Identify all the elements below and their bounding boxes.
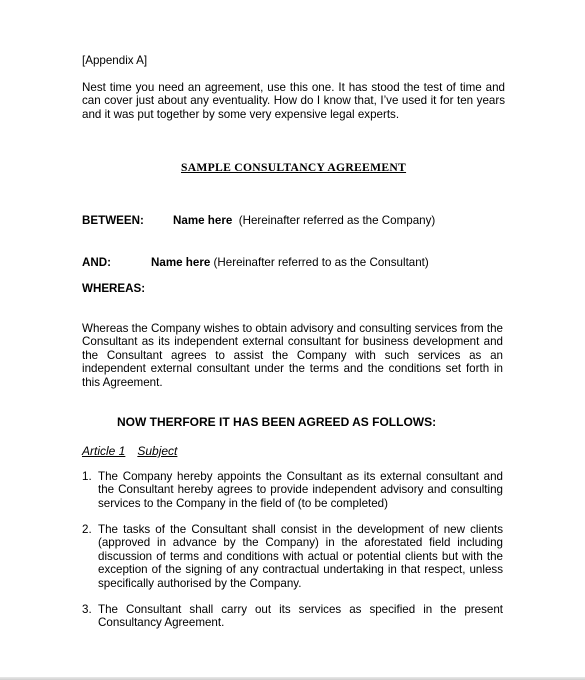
agreed-heading: NOW THERFORE IT HAS BEEN AGREED AS FOLLOWS: [117, 415, 437, 429]
whereas-label: WHEREAS: [82, 282, 146, 295]
article-subject: Subject [137, 444, 178, 458]
between-label: BETWEEN: [82, 214, 144, 227]
list-item-text: The Company hereby appoints the Consultant as its external consultant and the Consultant hereby agrees to provide independent advisory and consulting services to the Company in the field of (to be completed) [98, 470, 503, 510]
party2-description: (Hereinafter referred to as the Consultant) [213, 256, 429, 269]
party1-description: (Hereinafter referred as the Company) [238, 214, 436, 227]
list-item [82, 603, 503, 630]
list-item [82, 523, 503, 590]
list-item-text: The tasks of the Consultant shall consist in the development of new clients (approved in advance by the Company) in the aforestated field including discussion of terms and conditions with actual or potential clients but with the exception of the signing of any contractual undertaking in that respect, unless specifically authorised by the Company. [98, 523, 503, 590]
article-number: Article 1 [82, 444, 126, 458]
intro-paragraph: Nest time you need an agreement, use this one. It has stood the test of time and can cover just about any eventuality. How do I know that, I’ve used it for ten years and it was put together by some very expensive legal experts. [82, 81, 505, 121]
party1-line [173, 214, 435, 227]
appendix-label: [Appendix A] [82, 54, 148, 67]
list-item-number: 1. [82, 470, 92, 483]
list-item-number: 2. [82, 523, 92, 536]
party2-line [151, 256, 429, 269]
list-item [82, 470, 503, 510]
party2-name: Name here [151, 256, 211, 269]
article-heading [82, 442, 177, 460]
party1-name: Name here [173, 214, 233, 227]
whereas-paragraph: Whereas the Company wishes to obtain advisory and consulting services from the Consultant as its independent external consultant for business development and the Consultant agrees to assist the Company with such services as an independent external consultant under the terms and the conditions set forth in this Agreement. [82, 322, 503, 389]
and-label: AND: [82, 256, 111, 269]
list-item-text: The Consultant shall carry out its services as specified in the present Consultancy Agreement. [98, 603, 503, 630]
list-item-number: 3. [82, 603, 92, 616]
document-title: SAMPLE CONSULTANCY AGREEMENT [181, 161, 407, 174]
